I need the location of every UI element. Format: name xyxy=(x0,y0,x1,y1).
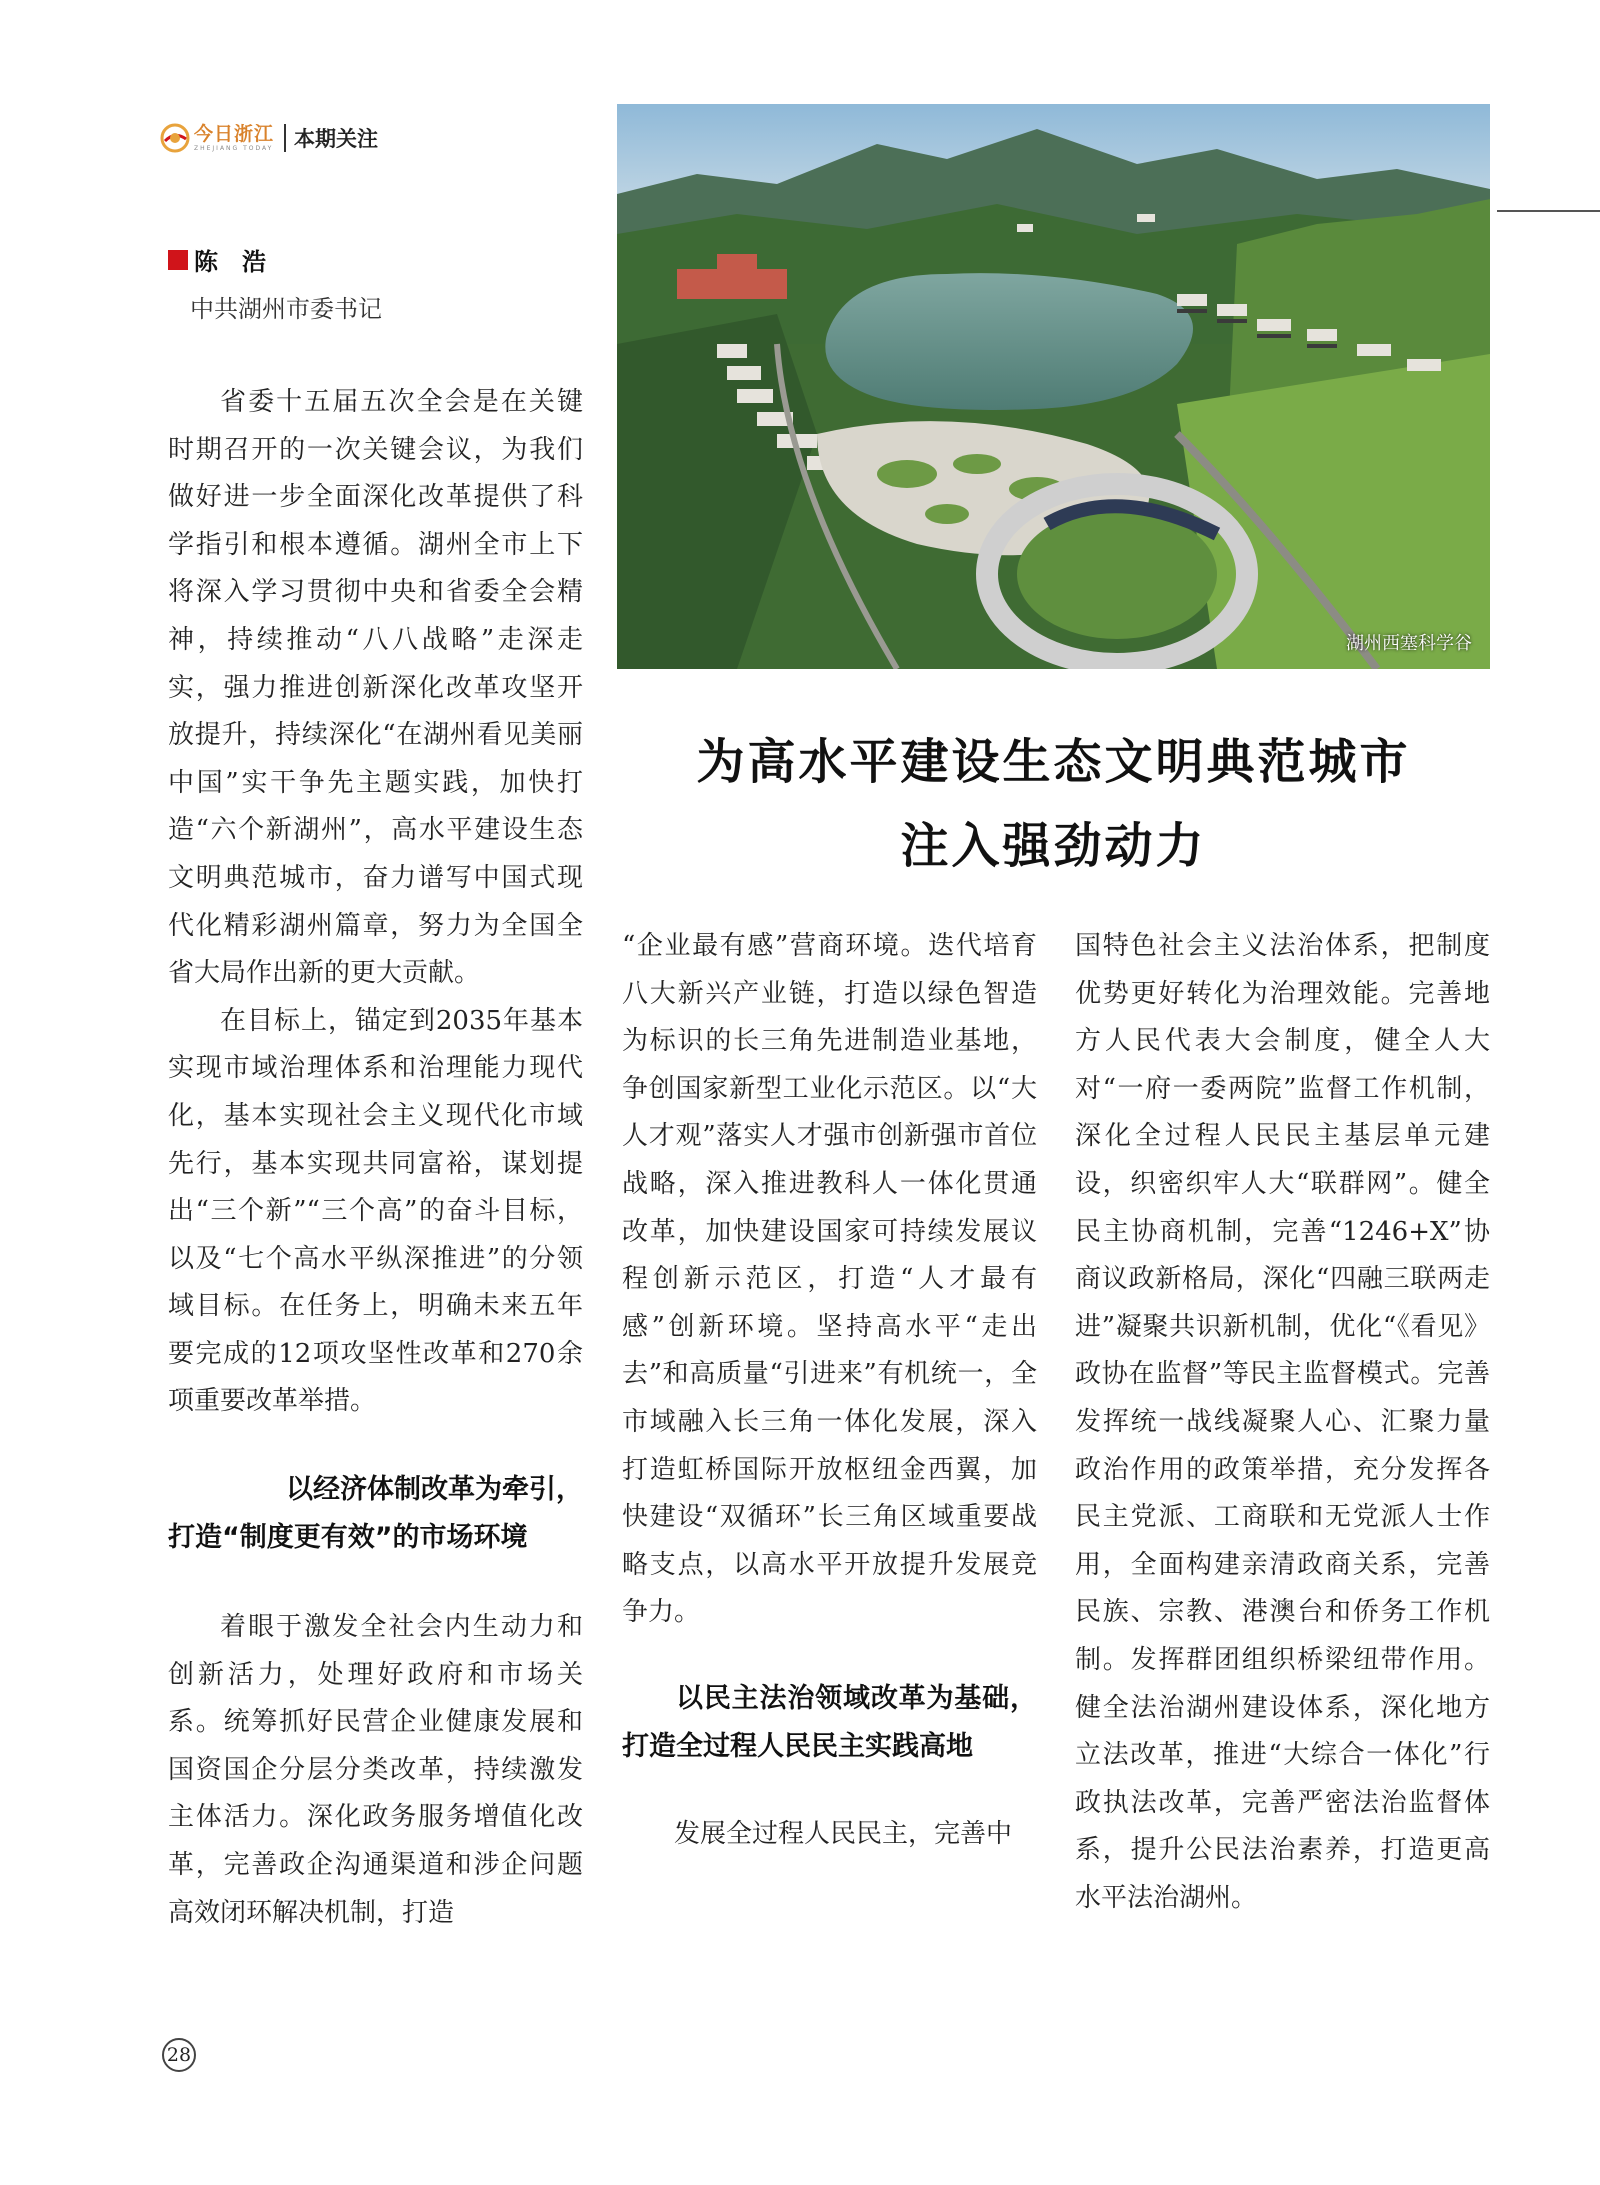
paragraph: 着眼于激发全社会内生动力和创新活力，处理好政府和市场关系。统筹抓好民营企业健康发展和国资国企分层分类改革，持续激发主体活力。深化政务服务增值化改革，完善政企沟通渠道和涉企问题高效闭环解决机制，打造 xyxy=(168,1612,583,1928)
logo-subtext: ZHEJIANG TODAY xyxy=(194,144,274,152)
section-name: 本期关注 xyxy=(294,127,379,151)
header-divider xyxy=(284,124,286,152)
photo-caption: 湖州西塞科学谷 xyxy=(1346,633,1472,654)
logo-text: 今日浙江 xyxy=(194,122,275,145)
author-name-text: 陈 浩 xyxy=(194,248,266,276)
text-column-2 xyxy=(622,923,1037,1859)
sun-logo-icon xyxy=(160,123,190,153)
author-block xyxy=(168,242,382,324)
aerial-photo xyxy=(617,104,1490,669)
title-line-2: 注入强劲动力 xyxy=(900,818,1207,874)
subheading-line: 以经济体制改革为牵引， xyxy=(286,1474,583,1506)
red-square-marker xyxy=(168,250,188,270)
page-header xyxy=(160,118,378,158)
paragraph: “企业最有感”营商环境。迭代培育八大新兴产业链，打造以绿色智造为标识的长三角先进制造业基地，争创国家新型工业化示范区。以“大人才观”落实人才强市创新强市首位战略，深入推进教科人一体化贯通改革，加快建设国家可持续发展议程创新示范区，打造“人才最有感”创新环境。坚持高水平“走出去”和高质量“引进来”有机统一，全市域融入长三角一体化发展，深入打造虹桥国际开放枢纽金西翼，加快建设“双循环”长三角区域重要战略支点，以高水平开放提升发展竞争力。 xyxy=(622,931,1037,1628)
paragraph: 在目标上，锚定到2035年基本实现市域治理体系和治理能力现代化，基本实现社会主义现代化市域先行，基本实现共同富裕，谋划提出“三个新”“三个高”的奋斗目标，以及“七个高水平纵深推进”的分领域目标。在任务上，明确未来五年要完成的12项攻坚性改革和270余项重要改革举措。 xyxy=(168,1005,583,1417)
paragraph: 国特色社会主义法治体系，把制度优势更好转化为治理效能。完善地方人民代表大会制度，健全人大对“一府一委两院”监督工作机制，深化全过程人民民主基层单元建设，织密织牢人大“联群网”。健全民主协商机制，完善“1246+X”协商议政新格局，深化“四融三联两走进”凝聚共识新机制，优化“《看见》政协在监督”等民主监督模式。完善发挥统一战线凝聚人心、汇聚力量政治作用的政策举措，充分发挥各民主党派、工商联和无党派人士作用，全面构建亲清政商关系，完善民族、宗教、港澳台和侨务工作机制。发挥群团组织桥梁纽带作用。健全法治湖州建设体系，深化地方立法改革，推进“大综合一体化”行政执法改革，完善严密法治监督体系，提升公民法治素养，打造更高水平法治湖州。 xyxy=(1075,931,1490,1913)
paragraph: 省委十五届五次全会是在关键时期召开的一次关键会议，为我们做好进一步全面深化改革提供了科学指引和根本遵循。湖州全市上下将深入学习贯彻中央和省委全会精神，持续推动“八八战略”走深走实，强力推进创新深化改革攻坚开放提升，持续深化“在湖州看见美丽中国”实干争先主题实践，加快打造“六个新湖州”，高水平建设生态文明典范城市，奋力谱写中国式现代化精彩湖州篇章，努力为全国全省大局作出新的更大贡献。 xyxy=(168,387,583,989)
paragraph: 发展全过程人民民主，完善中 xyxy=(674,1818,1013,1849)
aerial-landscape-image xyxy=(617,104,1490,669)
subheading: 以民主法治领域改革为基础，打造全过程人民民主实践高地 xyxy=(622,1682,1037,1762)
title-line-1: 为高水平建设生态文明典范城市 xyxy=(696,734,1411,790)
article-title xyxy=(617,720,1490,888)
zhejiang-today-logo xyxy=(160,123,274,153)
author-name xyxy=(168,242,382,277)
page-number: 28 xyxy=(162,2038,196,2072)
text-column-3 xyxy=(1075,923,1490,1922)
subheading-line: 打造“制度更有效”的市场环境 xyxy=(168,1522,528,1554)
text-column-1 xyxy=(168,379,583,1937)
decorative-line xyxy=(1497,210,1600,212)
author-title: 中共湖州市委书记 xyxy=(190,295,382,323)
